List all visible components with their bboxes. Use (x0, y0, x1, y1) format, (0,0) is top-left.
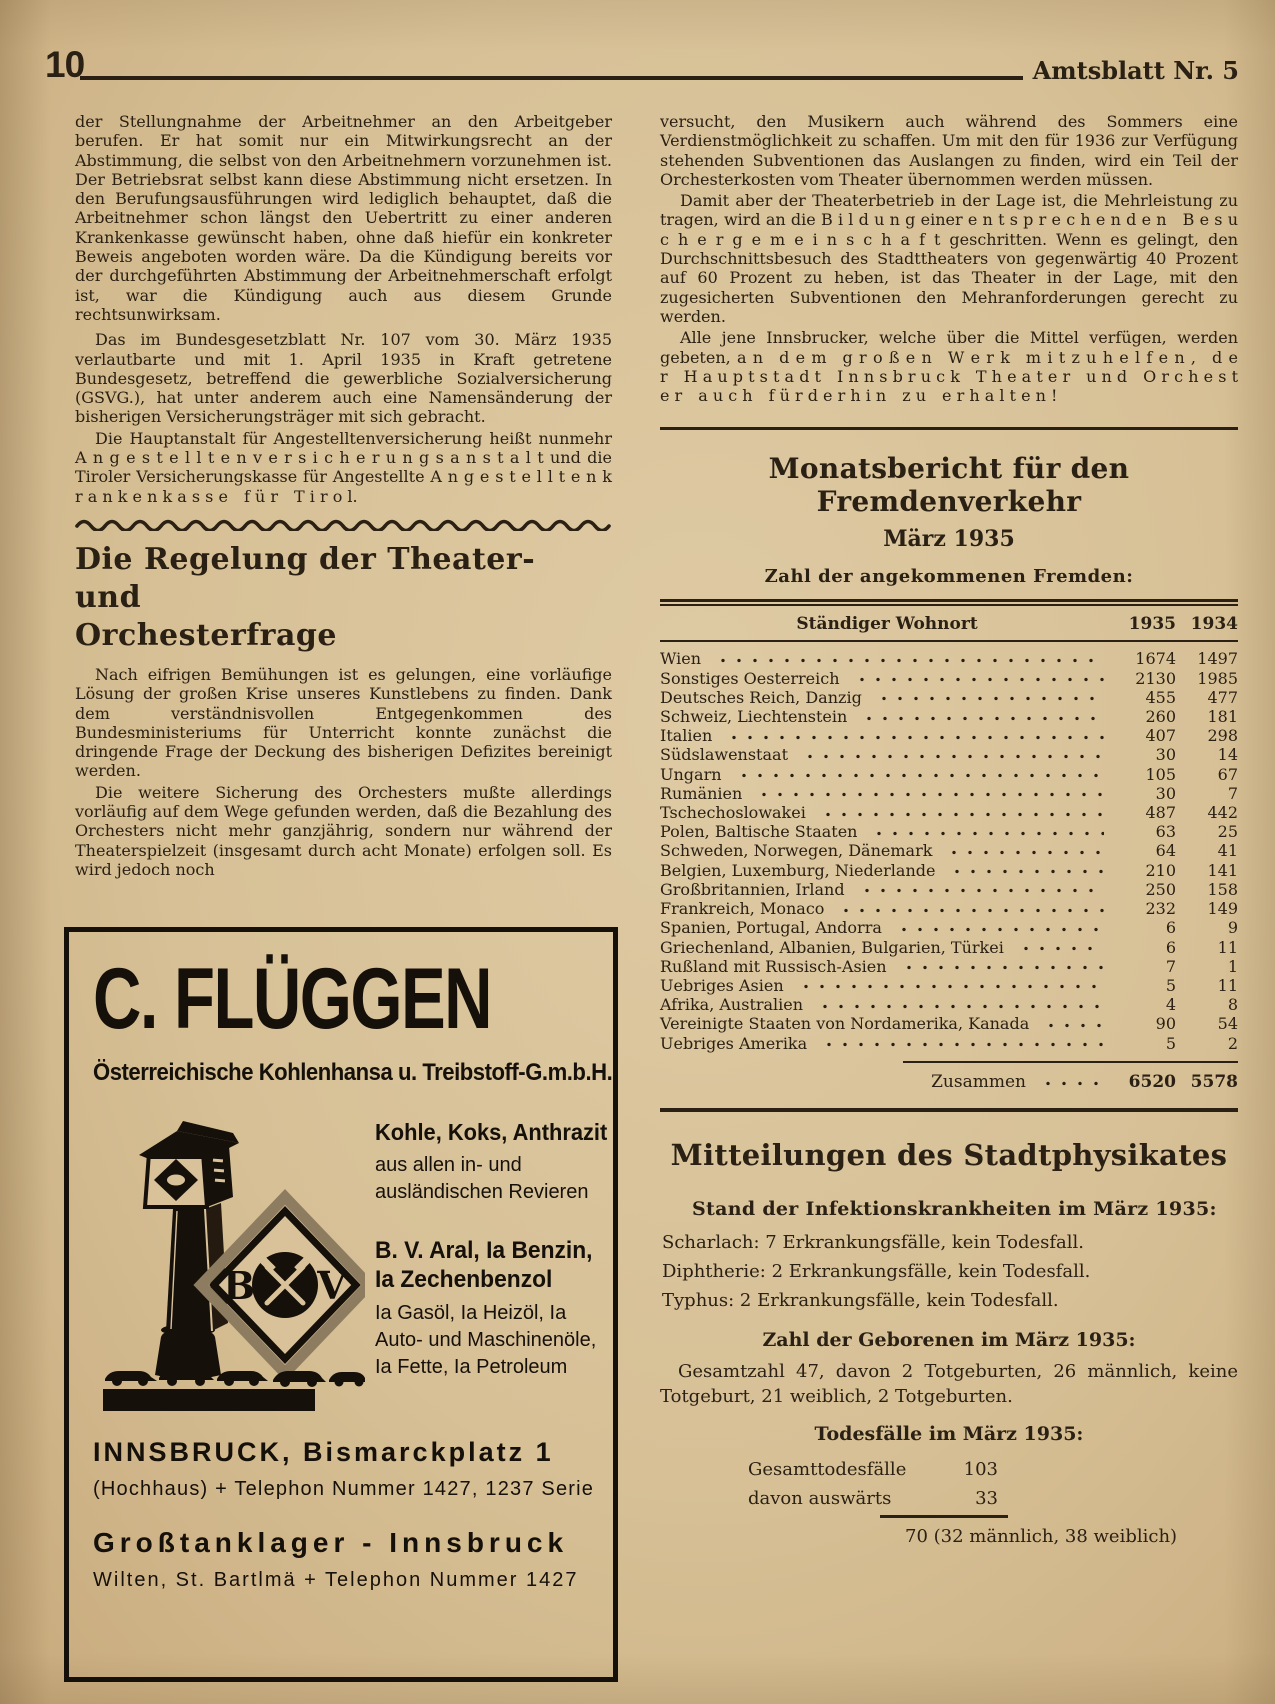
ad-company-subtitle: Österreichische Kohlenhansa u. Treibstoff-G.m.b.H. (93, 1058, 613, 1086)
deaths-total-row (748, 1455, 1048, 1484)
table-top-rule (660, 599, 1238, 606)
row-value-1935: 105 (1145, 764, 1176, 784)
infection-line-scharlach: Scharlach: 7 Erkrankungsfälle, kein Todesfall. (662, 1231, 1085, 1253)
row-value-1934: 9 (1227, 918, 1238, 938)
row-label: Südslawenstaat (660, 745, 788, 765)
dot-leader (836, 899, 1104, 918)
masthead-title: Amtsblatt Nr. 5 (1032, 56, 1239, 85)
row-value-1934: 298 (1207, 726, 1238, 746)
ad-product2-line1: B. V. Aral, Ia Benzin, (375, 1236, 593, 1264)
health-section (660, 1138, 1238, 1551)
dot-leader (874, 688, 1104, 707)
article-title-line2: Orchesterfrage (75, 617, 337, 653)
table-total-row (660, 1072, 1238, 1092)
row-label: Rumänien (660, 783, 743, 803)
row-value-1934: 149 (1207, 899, 1238, 919)
section-divider (660, 427, 1238, 430)
article-title (75, 541, 612, 655)
row-value-1934: 1497 (1197, 649, 1238, 669)
table-row (660, 707, 1238, 726)
deaths-external-value: 33 (975, 1487, 998, 1509)
column-header-1934: 1934 (1190, 614, 1238, 635)
row-label: Polen, Baltische Staaten (660, 822, 858, 842)
column-header-1935: 1935 (1128, 614, 1176, 635)
header-rule (80, 76, 1022, 80)
dot-leader (852, 669, 1104, 688)
ad-product2-line2: Ia Zechenbenzol (375, 1265, 553, 1293)
row-label: Uebriges Amerika (660, 1033, 808, 1053)
ad-product2-text: Ia Gasöl, Ia Heizöl, Ia Auto- und Maschinenöle, Ia Fette, Ia Petroleum (375, 1301, 597, 1378)
ad-address-detail: (Hochhaus) + Telephon Nummer 1427, 1237 Serie (93, 1477, 595, 1500)
table-row (660, 1014, 1238, 1033)
deaths-net-value: 70 (32 männlich, 38 weiblich) (905, 1525, 1178, 1547)
bv-logo (201, 1197, 365, 1373)
infection-list (660, 1228, 1238, 1315)
table-row (660, 861, 1238, 880)
row-value-1934: 25 (1217, 822, 1238, 842)
row-label: Wien (660, 649, 702, 669)
row-value-1935: 250 (1145, 879, 1176, 899)
row-label: Deutsches Reich, Danzig (660, 687, 862, 707)
dot-leader (1041, 1014, 1104, 1033)
column-header-residence: Ständiger Wohnort (796, 614, 978, 635)
paragraph: Alle jene Innsbrucker, welche über die Mittel verfügen, werden gebeten, a n d e m g r o ß e n W e r k m i t z u h e l f e n , d e r H a u p t s t a d t I n n s b r u c k T h e a t e r u n d O r c h e s t e r a u c h f ü r d e r h i n z u e r h a l t e n ! (660, 328, 1238, 406)
row-label: Italien (660, 726, 713, 746)
row-value-1935: 260 (1145, 707, 1176, 727)
row-label: Griechenland, Albanien, Bulgarien, Türkei (660, 937, 1004, 957)
advertisement-flueggen (64, 927, 618, 1682)
dot-leader (713, 649, 1104, 668)
logo-letter-v: V (317, 1262, 347, 1308)
right-column (660, 112, 1238, 1551)
row-value-1934: 11 (1217, 975, 1238, 995)
row-label: Tschechoslowakei (660, 803, 806, 823)
dot-leader (800, 745, 1104, 764)
section-divider (660, 1108, 1238, 1112)
infection-line-typhus: Typhus: 2 Erkrankungsfälle, kein Todesfall. (662, 1289, 1059, 1311)
row-value-1934: 11 (1217, 937, 1238, 957)
paragraph: Die Hauptanstalt für Angestelltenversicherung heißt nunmehr A n g e s t e l l t e n v e r s i c h e r u n g s a n s t a l t und die Tiroler Versicherungskasse für Angestellte A n g e s t e l l t e n k r a n k e n k a s s e f ü r T i r o l. (75, 428, 612, 506)
row-value-1934: 14 (1217, 745, 1238, 765)
row-value-1934: 477 (1207, 687, 1238, 707)
table-row (660, 784, 1238, 803)
table-row (660, 1034, 1238, 1053)
row-value-1935: 90 (1155, 1014, 1176, 1034)
row-value-1935: 5 (1165, 1033, 1176, 1053)
row-value-1935: 4 (1165, 995, 1176, 1015)
dot-leader (754, 784, 1104, 803)
page-number: 10 (45, 44, 85, 85)
page-header (45, 46, 1239, 83)
logo-letter-b: B (222, 1262, 256, 1308)
ad-products (375, 1113, 611, 1413)
total-value-1934: 5578 (1190, 1071, 1238, 1092)
dot-leader (857, 880, 1104, 899)
dot-leader (944, 841, 1104, 860)
table-row (660, 822, 1238, 841)
report-title: Monatsbericht für den Fremdenverkehr (768, 452, 1130, 519)
paragraph: Nach eifrigen Bemühungen ist es gelungen, eine vorläufige Lösung der großen Krise unseres Kunstlebens zu finden. Dank dem verständnisvollen Entgegenkommen des Bundesministeriums für Unterricht konnte zunächst die dringende Frage der Deckung des bisherigen Defizites bereinigt werden. (75, 664, 612, 781)
row-value-1935: 455 (1145, 687, 1176, 707)
row-value-1935: 30 (1155, 745, 1176, 765)
dot-leader (1038, 1072, 1104, 1092)
bv-aral-pump-illustration (93, 1113, 365, 1413)
table-row (660, 899, 1238, 918)
infections-title: Stand der Infektionskrankheiten im März 1935: (692, 1197, 1217, 1220)
row-value-1934: 1985 (1197, 668, 1238, 688)
row-value-1935: 64 (1155, 841, 1176, 861)
table-row (660, 976, 1238, 995)
total-label: Zusammen (931, 1071, 1026, 1092)
table-row (660, 938, 1238, 957)
row-label: Sonstiges Oesterreich (660, 668, 840, 688)
dot-leader (724, 726, 1104, 745)
table-row (660, 841, 1238, 860)
row-value-1934: 442 (1207, 803, 1238, 823)
table-row (660, 649, 1238, 668)
row-value-1934: 7 (1227, 783, 1238, 803)
deaths-title: Todesfälle im März 1935: (814, 1422, 1084, 1445)
row-label: Ungarn (660, 764, 722, 784)
row-label: Belgien, Luxemburg, Niederlande (660, 860, 936, 880)
deaths-external-label: davon auswärts (748, 1487, 892, 1509)
deaths-total-value: 103 (963, 1458, 998, 1480)
dot-leader (899, 957, 1104, 976)
infection-line-diphtherie: Diphtherie: 2 Erkrankungsfälle, kein Todesfall. (662, 1260, 1091, 1282)
row-value-1934: 181 (1207, 707, 1238, 727)
deaths-summary (748, 1455, 1238, 1551)
table-header (660, 606, 1238, 640)
table-row (660, 726, 1238, 745)
dot-leader (947, 861, 1104, 880)
report-caption: Zahl der angekommenen Fremden: (764, 566, 1134, 588)
row-value-1934: 1 (1227, 956, 1238, 976)
table-row (660, 803, 1238, 822)
table-row (660, 688, 1238, 707)
dot-leader (859, 707, 1104, 726)
row-value-1935: 63 (1155, 822, 1176, 842)
row-value-1935: 407 (1145, 726, 1176, 746)
row-value-1935: 7 (1165, 956, 1176, 976)
deaths-sum-rule (880, 1515, 1008, 1518)
row-label: Großbritannien, Irland (660, 879, 845, 899)
row-value-1934: 141 (1207, 860, 1238, 880)
health-title: Mitteilungen des Stadtphysikates (670, 1137, 1228, 1172)
ad-product1-title: Kohle, Koks, Anthrazit (375, 1118, 608, 1145)
row-value-1934: 158 (1207, 879, 1238, 899)
table-row (660, 765, 1238, 784)
tourism-report (660, 452, 1238, 1091)
table-row (660, 995, 1238, 1014)
row-value-1935: 487 (1145, 803, 1176, 823)
left-column (75, 112, 612, 1682)
ad-address-title: INNSBRUCK, Bismarckplatz 1 (93, 1436, 554, 1467)
row-label: Rußland mit Russisch-Asien (660, 956, 887, 976)
paragraph: Das im Bundesgesetzblatt Nr. 107 vom 30. März 1935 verlautbarte und mit 1. April 1935 in Kraft getretene Bundesgesetz, betreffend die gewerbliche Sozialversicherung (GSVG.), hat unter anderem auch eine Namensänderung der bisherigen Versicherungsträger mit sich gebracht. (75, 330, 612, 427)
row-value-1934: 41 (1217, 841, 1238, 861)
ad-company-name: C. FLÜGGEN (93, 951, 492, 1048)
row-value-1935: 2130 (1135, 668, 1176, 688)
row-label: Vereinigte Staaten von Nordamerika, Kanada (660, 1014, 1030, 1034)
dot-leader (819, 1034, 1104, 1053)
table-row (660, 957, 1238, 976)
table-row (660, 745, 1238, 764)
paragraph: der Stellungnahme der Arbeitnehmer an den Arbeitgeber berufen. Er hat somit nur ein Mitwirkungsrecht an der Abstimmung, die selbst von den Arbeitnehmern vorzunehmen ist. Der Betriebsrat selbst kann diese Abstimmung nicht ersetzen. In den Berufungsausführungen wird lediglich behauptet, daß die Arbeitnehmer schon längst den Uebertritt zu einer anderen Krankenkasse gewünscht haben, ohne daß hiefür ein konkreter Beweis angeboten worden wäre. Da die Kündigung bereits vor der durchgeführten Abstimmung der Arbeitnehmerschaft erfolgt ist, war die Kündigung auch aus diesem Grunde rechtsunwirksam. (75, 112, 612, 324)
ground-bar (103, 1389, 315, 1411)
births-title: Zahl der Geborenen im März 1935: (762, 1328, 1136, 1351)
row-value-1935: 5 (1165, 975, 1176, 995)
ad-depot-detail: Wilten, St. Bartlmä + Telephon Nummer 1427 (93, 1568, 579, 1591)
dot-leader (796, 976, 1104, 995)
row-value-1934: 2 (1227, 1033, 1238, 1053)
ad-product1-text: aus allen in- und ausländischen Revieren (375, 1153, 589, 1203)
row-value-1935: 232 (1145, 899, 1176, 919)
row-value-1934: 67 (1217, 764, 1238, 784)
dot-leader (869, 822, 1104, 841)
dot-leader (894, 918, 1104, 937)
table-body (660, 642, 1238, 1052)
paragraph: versucht, den Musikern auch während des Sommers eine Verdienstmöglichkeit zu schaffen. Um mit den für 1936 zur Verfügung stehenden Subventionen das Auslangen zu finden, wird ein Teil der Orchesterkosten vom Theater übernommen werden müssen. (660, 112, 1238, 189)
table-row (660, 669, 1238, 688)
row-label: Spanien, Portugal, Andorra (660, 918, 882, 938)
births-text: Gesamtzahl 47, davon 2 Totgeburten, 26 männlich, keine Totgeburt, 21 weiblich, 2 Totgeburten. (660, 1360, 1238, 1407)
row-value-1934: 54 (1217, 1014, 1238, 1034)
deaths-external-row (748, 1484, 1048, 1513)
article-title-line1: Die Regelung der Theater- und (75, 541, 536, 615)
report-month: März 1935 (883, 526, 1015, 553)
row-value-1934: 8 (1227, 995, 1238, 1015)
row-value-1935: 6 (1165, 937, 1176, 957)
ad-depot-title: Großtanklager - Innsbruck (93, 1526, 569, 1558)
row-label: Afrika, Australien (660, 995, 804, 1015)
paragraph: Die weitere Sicherung des Orchesters mußte allerdings vorläufig auf dem Wege gefunden werden, daß die Bezahlung des Orchesters nicht mehr ganzjährig, sondern nur während der Theaterspielzeit (insgesamt durch acht Monate) erfolgen soll. Es wird jedoch noch (75, 782, 612, 879)
row-label: Schweden, Norwegen, Dänemark (660, 841, 933, 861)
row-value-1935: 30 (1155, 783, 1176, 803)
row-label: Schweiz, Liechtenstein (660, 707, 848, 727)
dot-leader (1016, 938, 1104, 957)
total-value-1935: 6520 (1128, 1071, 1176, 1092)
cars (105, 1369, 365, 1387)
ad-product2-title (375, 1236, 599, 1294)
row-value-1935: 210 (1145, 860, 1176, 880)
paragraph: Damit aber der Theaterbetrieb in der Lage ist, die Mehrleistung zu tragen, wird an die B i l d u n g einer e n t s p r e c h e n d e n B e s u c h e r g e m e i n s c h a f t geschritten. Wenn es gelingt, den Durchschnittsbesuch des Stadttheaters von gegenwärtig 40 Prozent auf 60 Prozent zu heben, ist das Theater in der Lage, mit den zugesicherten Subventionen den Mehranforderungen gerecht zu werden. (660, 191, 1238, 326)
wavy-divider (75, 518, 612, 531)
dot-leader (818, 803, 1104, 822)
row-value-1935: 6 (1165, 918, 1176, 938)
dot-leader (815, 995, 1104, 1014)
table-row (660, 918, 1238, 937)
total-rule (903, 1061, 1238, 1063)
row-label: Frankreich, Monaco (660, 899, 825, 919)
deaths-total-label: Gesamttodesfälle (748, 1458, 907, 1480)
row-value-1935: 1674 (1135, 649, 1176, 669)
row-label: Uebriges Asien (660, 975, 784, 995)
table-row (660, 880, 1238, 899)
dot-leader (734, 765, 1104, 784)
